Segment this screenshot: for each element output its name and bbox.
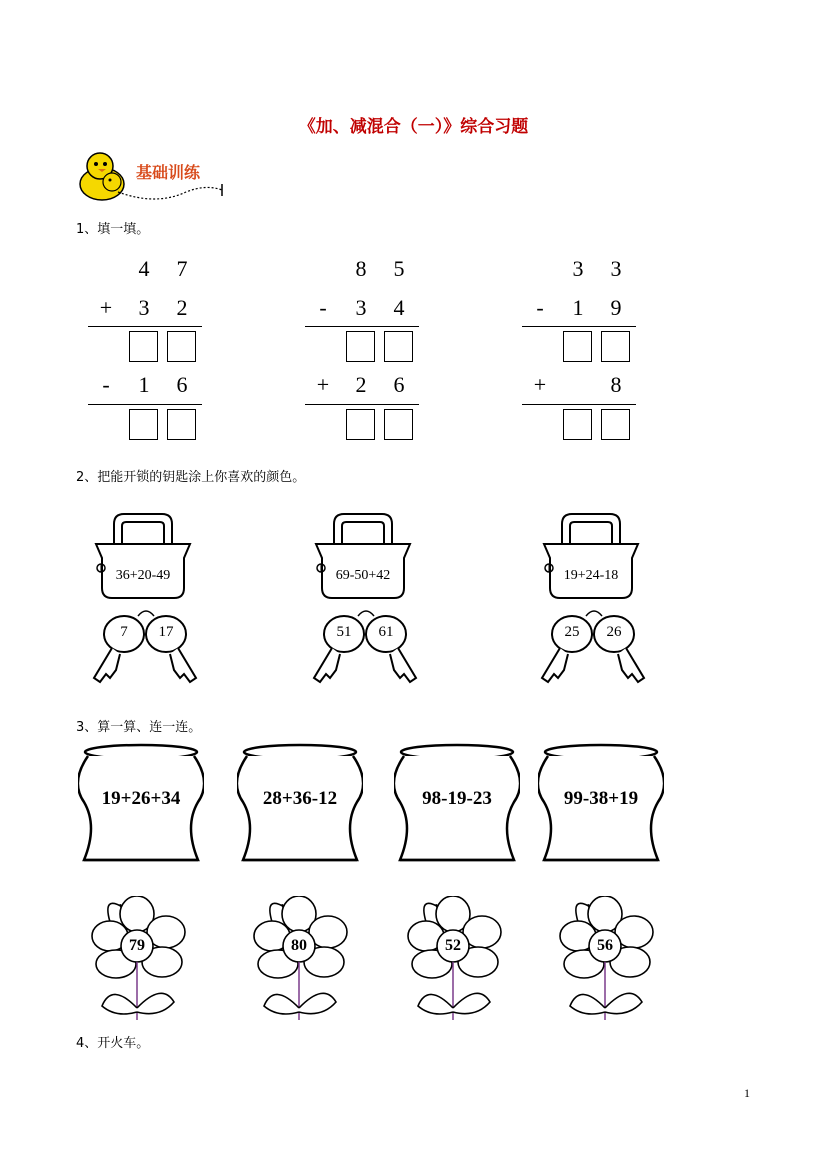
- digit: 1: [572, 295, 584, 320]
- lock-expression: 19+24-18: [563, 568, 619, 583]
- operator-sign: +: [316, 372, 330, 397]
- digit: 4: [393, 295, 405, 320]
- digit: 8: [610, 372, 622, 397]
- question-1-label: 1、填一填。: [76, 222, 150, 237]
- operator-sign: +: [99, 295, 113, 320]
- flower-icon: [82, 896, 192, 1026]
- answer-box[interactable]: [346, 331, 375, 362]
- answer-box[interactable]: [563, 409, 592, 440]
- digit: 3: [355, 295, 367, 320]
- digit: 1: [138, 372, 150, 397]
- divider-line: [88, 326, 202, 327]
- digit: 8: [355, 256, 367, 281]
- question-4-label: 4、开火车。: [76, 1036, 150, 1051]
- jar-expression: 28+36-12: [262, 788, 338, 809]
- key-number: 61: [378, 624, 394, 640]
- digit: 2: [355, 372, 367, 397]
- flower-number: 52: [445, 937, 461, 954]
- padlock-icon: [540, 510, 644, 610]
- flower-icon: [398, 896, 508, 1026]
- answer-box[interactable]: [167, 409, 196, 440]
- key-number: 25: [564, 624, 580, 640]
- divider-line: [522, 326, 636, 327]
- question-2-label: 2、把能开锁的钥匙涂上你喜欢的颜色。: [76, 470, 306, 485]
- digit: 9: [610, 295, 622, 320]
- digit: 3: [610, 256, 622, 281]
- jar-expression: 19+26+34: [101, 788, 181, 809]
- section-badge-label: 基础训练: [136, 163, 201, 182]
- operator-sign: -: [319, 295, 327, 320]
- operator-sign: -: [536, 295, 544, 320]
- digit: 7: [176, 256, 188, 281]
- digit: 4: [138, 256, 150, 281]
- flower-icon: [550, 896, 660, 1026]
- lock-expression: 36+20-49: [115, 568, 171, 583]
- key-icon: [86, 608, 206, 688]
- padlock-icon: [92, 510, 196, 610]
- key-number: 51: [336, 624, 352, 640]
- digit: 3: [572, 256, 584, 281]
- answer-box[interactable]: [601, 409, 630, 440]
- padlock-icon: [312, 510, 416, 610]
- page-title: 《加、减混合（一）》综合习题: [298, 117, 529, 137]
- divider-line: [305, 404, 419, 405]
- jar-expression: 98-19-23: [422, 788, 492, 809]
- divider-line: [88, 404, 202, 405]
- question-3-label: 3、算一算、连一连。: [76, 720, 202, 735]
- flower-number: 79: [129, 937, 145, 954]
- answer-box[interactable]: [384, 331, 413, 362]
- answer-box[interactable]: [384, 409, 413, 440]
- digit: 6: [393, 372, 405, 397]
- answer-box[interactable]: [129, 409, 158, 440]
- page-number: 1: [744, 1086, 750, 1100]
- flower-number: 80: [291, 937, 307, 954]
- digit: 2: [176, 295, 188, 320]
- answer-box[interactable]: [563, 331, 592, 362]
- operator-sign: -: [102, 372, 110, 397]
- key-number: 7: [120, 624, 128, 640]
- flower-icon: [244, 896, 354, 1026]
- key-number: 26: [606, 624, 622, 640]
- divider-line: [522, 404, 636, 405]
- answer-box[interactable]: [167, 331, 196, 362]
- operator-sign: +: [533, 372, 547, 397]
- lock-expression: 69-50+42: [335, 568, 391, 583]
- key-icon: [534, 608, 654, 688]
- key-number: 17: [158, 624, 174, 640]
- answer-box[interactable]: [346, 409, 375, 440]
- digit: 3: [138, 295, 150, 320]
- digit: 5: [393, 256, 405, 281]
- answer-box[interactable]: [129, 331, 158, 362]
- answer-box[interactable]: [601, 331, 630, 362]
- digit: 6: [176, 372, 188, 397]
- jar-expression: 99-38+19: [563, 788, 639, 809]
- flower-number: 56: [597, 937, 613, 954]
- key-icon: [306, 608, 426, 688]
- divider-line: [305, 326, 419, 327]
- section-badge: [76, 150, 236, 206]
